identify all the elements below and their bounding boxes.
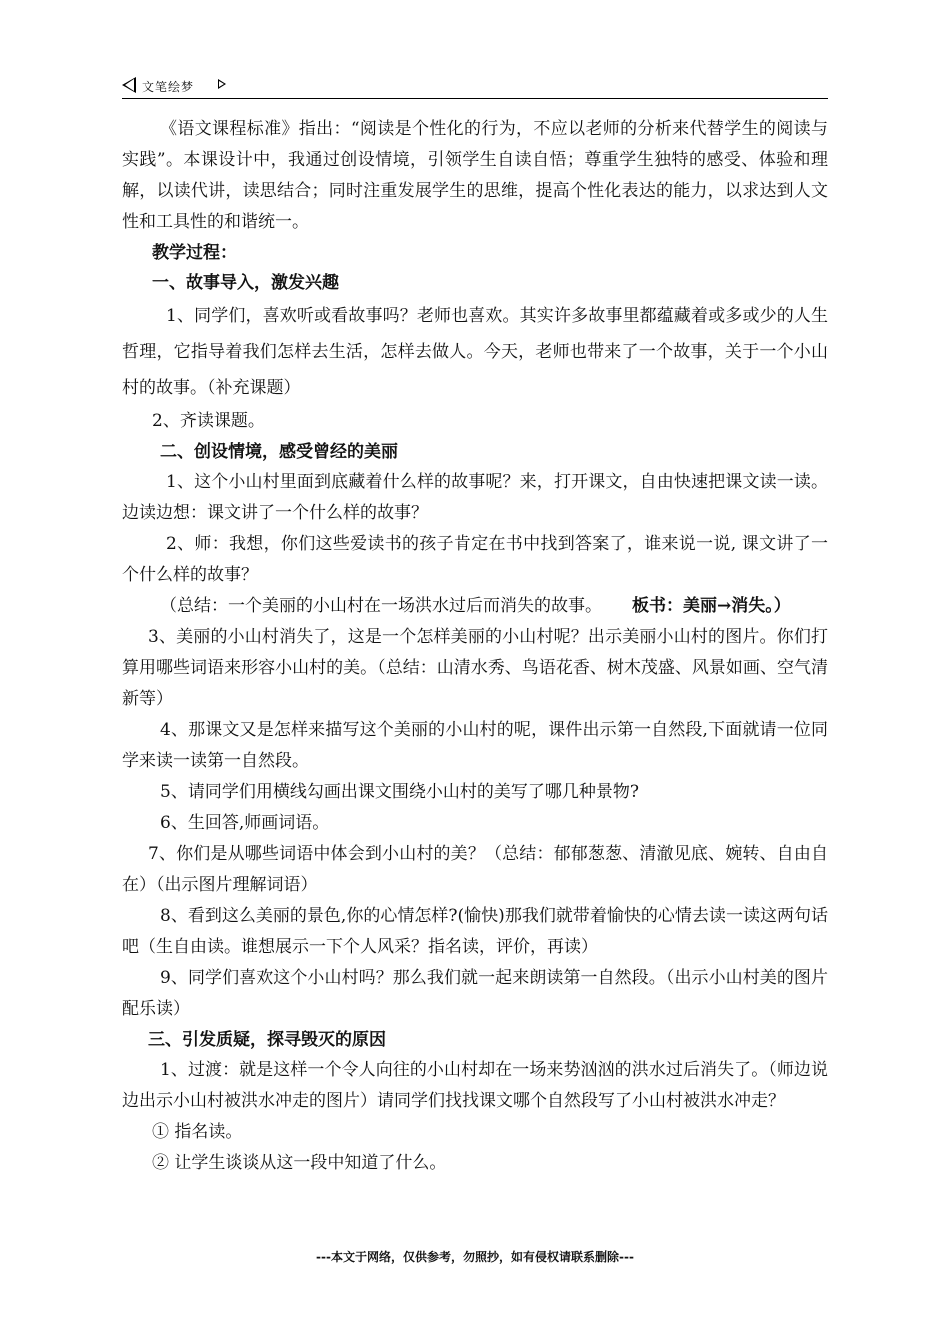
section-2-paragraph-6: 6、生回答,师画词语。 — [160, 813, 330, 833]
section-1-paragraph-2: 2、齐读课题。 — [152, 411, 265, 431]
section-3-item-1: ① 指名读。 — [152, 1122, 243, 1142]
section-2-paragraph-3: 3、美丽的小山村消失了，这是一个怎样美丽的小山村呢？出示美丽小山村的图片。你们打算用哪些词语来形容小山村的美。（总结：山清水秀、鸟语花香、树木茂盛、风景如画、空气清新等） — [122, 627, 828, 709]
section-2-paragraph-5: 5、请同学们用横线勾画出课文围绕小山村的美写了哪几种景物? — [160, 782, 639, 802]
section-2-paragraph-7: 7、你们是从哪些词语中体会到小山村的美？（总结：郁郁葱葱、清澈见底、婉转、自由自在）（出示图片理解词语） — [122, 844, 828, 895]
triangle-right-icon — [218, 79, 226, 89]
section-2-title: 二、创设情境，感受曾经的美丽 — [160, 442, 398, 462]
page-header — [122, 74, 828, 99]
page-footer: ---本文于网络，仅供参考，勿照抄，如有侵权请联系删除--- — [316, 1250, 634, 1264]
section-3-title: 三、引发质疑，探寻毁灭的原因 — [148, 1030, 386, 1050]
process-title: 教学过程： — [152, 243, 237, 263]
board-writing: 板书：美丽→消失。） — [632, 596, 791, 616]
triangle-left-icon — [122, 77, 136, 93]
summary-text: （总结：一个美丽的小山村在一场洪水过后而消失的故事。 — [160, 596, 602, 616]
section-1-title: 一、故事导入，激发兴趣 — [152, 273, 339, 293]
section-2-paragraph-4: 4、那课文又是怎样来描写这个美丽的小山村的呢，课件出示第一自然段,下面就请一位同学来读一读第一自然段。 — [122, 720, 828, 771]
intro-paragraph: 《语文课程标准》指出：“阅读是个性化的行为，不应以老师的分析来代替学生的阅读与实践”。本课设计中，我通过创设情境，引领学生自读自悟；尊重学生独特的感受、体验和理解，以读代讲，读思结合；同时注重发展学生的思维，提高个性化表达的能力，以求达到人文性和工具性的和谐统一。 — [122, 119, 828, 232]
section-2-paragraph-2: 2、师：我想，你们这些爱读书的孩子肯定在书中找到答案了，谁来说一说, 课文讲了一个什么样的故事？ — [122, 534, 828, 585]
document-body — [122, 114, 828, 1179]
section-2-paragraph-8: 8、看到这么美丽的景色,你的心情怎样?(愉快)那我们就带着愉快的心情去读一读这两句话吧（生自由读。谁想展示一下个人风采？指名读，评价，再读） — [122, 906, 828, 957]
section-2-paragraph-1: 1、这个小山村里面到底藏着什么样的故事呢？来，打开课文，自由快速把课文读一读。边读边想：课文讲了一个什么样的故事？ — [122, 472, 828, 523]
section-3-paragraph-1: 1、过渡：就是这样一个令人向往的小山村却在一场来势汹汹的洪水过后消失了。（师边说边出示小山村被洪水冲走的图片）请同学们找找课文哪个自然段写了小山村被洪水冲走？ — [122, 1060, 828, 1111]
section-1-paragraph-1: 1、同学们，喜欢听或看故事吗？老师也喜欢。其实许多故事里都蕴藏着或多或少的人生哲理，它指导着我们怎样去生活，怎样去做人。今天，老师也带来了一个故事，关于一个小山村的故事。（补充课题） — [122, 306, 828, 398]
section-3-item-2: ② 让学生谈谈从这一段中知道了什么。 — [152, 1153, 447, 1173]
header-brand: 文笔绘梦 — [142, 80, 195, 94]
section-2-summary — [122, 591, 828, 622]
section-2-paragraph-9: 9、同学们喜欢这个小山村吗？那么我们就一起来朗读第一自然段。（出示小山村美的图片配乐读） — [122, 968, 828, 1019]
